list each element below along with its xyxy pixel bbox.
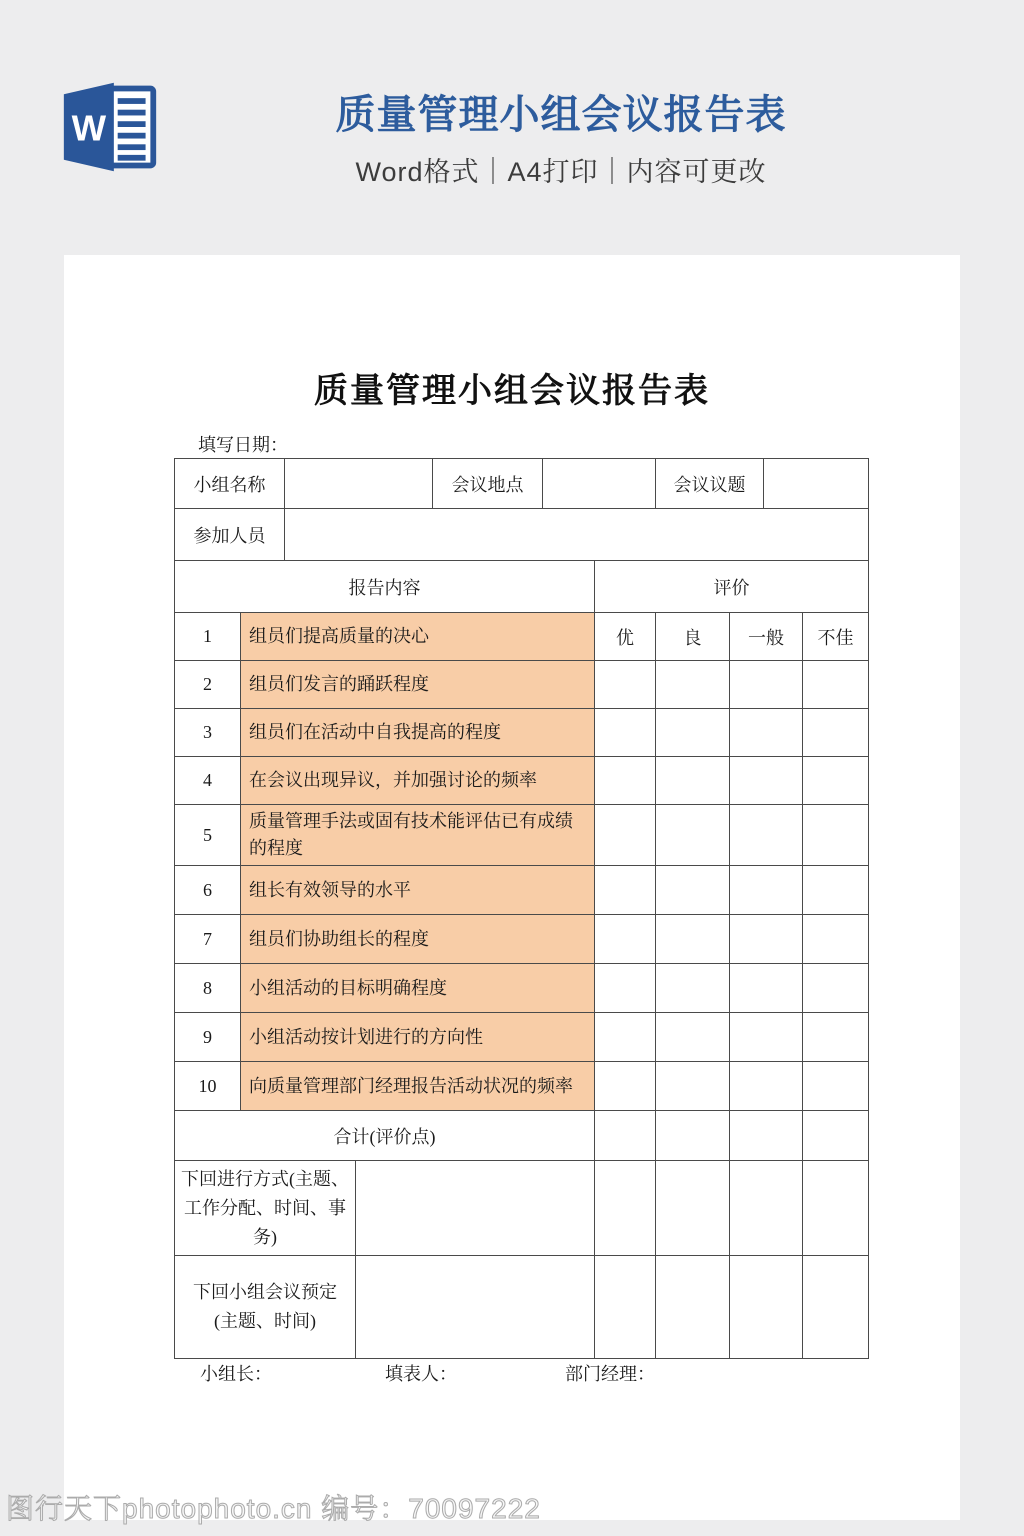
rating-cell[interactable] xyxy=(656,866,730,915)
group-name-label: 小组名称 xyxy=(175,459,285,509)
rating-cell[interactable] xyxy=(803,709,869,757)
next-meeting-label xyxy=(175,1256,356,1359)
next-method-line: 工作分配、时间、事 xyxy=(184,1197,346,1218)
item-number: 7 xyxy=(175,915,241,964)
rating-cell[interactable] xyxy=(595,1111,656,1161)
rating-cell[interactable] xyxy=(803,964,869,1013)
next-meeting-line: (主题、时间) xyxy=(214,1311,316,1331)
total-row xyxy=(175,1111,869,1161)
site-watermark: 图行天下photophoto.cn 编号：70097222 xyxy=(6,1493,541,1524)
item-number: 10 xyxy=(175,1062,241,1111)
group-leader-signature-label: 小组长： xyxy=(200,1364,272,1384)
rating-cell[interactable] xyxy=(730,661,803,709)
template-banner xyxy=(0,0,1024,255)
next-method-row xyxy=(175,1161,869,1256)
rating-cell[interactable] xyxy=(803,661,869,709)
rating-cell[interactable] xyxy=(595,1013,656,1062)
rating-cell[interactable] xyxy=(730,1161,803,1256)
next-method-label xyxy=(175,1161,356,1256)
rating-cell[interactable] xyxy=(803,757,869,805)
rating-cell[interactable] xyxy=(730,757,803,805)
banner-subtitle: Word格式｜A4打印｜内容可更改 xyxy=(355,157,767,187)
rating-cell[interactable] xyxy=(730,866,803,915)
participants-label: 参加人员 xyxy=(175,509,285,561)
rating-label-good: 良 xyxy=(656,613,730,661)
next-meeting-row xyxy=(175,1256,869,1359)
rating-cell[interactable] xyxy=(730,709,803,757)
rating-cell[interactable] xyxy=(595,1062,656,1111)
banner-title: 质量管理小组会议报告表 xyxy=(335,93,787,137)
signature-row xyxy=(64,1360,960,1390)
rating-cell[interactable] xyxy=(730,1111,803,1161)
item-number: 1 xyxy=(175,613,241,661)
document-page xyxy=(64,255,960,1520)
total-label: 合计(评价点) xyxy=(175,1111,595,1161)
participants-input[interactable] xyxy=(285,509,869,561)
item-number: 9 xyxy=(175,1013,241,1062)
rating-cell[interactable] xyxy=(656,915,730,964)
item-row xyxy=(175,1062,869,1111)
rating-label-poor: 不佳 xyxy=(803,613,869,661)
rating-cell[interactable] xyxy=(656,757,730,805)
group-name-input[interactable] xyxy=(285,459,433,509)
item-row xyxy=(175,866,869,915)
rating-cell[interactable] xyxy=(803,866,869,915)
item-number: 3 xyxy=(175,709,241,757)
word-icon-letter: W xyxy=(71,107,107,149)
item-text: 组员们协助组长的程度 xyxy=(241,915,595,964)
meeting-topic-input[interactable] xyxy=(764,459,869,509)
rating-cell[interactable] xyxy=(656,1111,730,1161)
rating-cell[interactable] xyxy=(803,915,869,964)
item-text: 组员们提高质量的决心 xyxy=(241,613,595,661)
participants-row xyxy=(175,509,869,561)
rating-cell[interactable] xyxy=(730,915,803,964)
form-filler-signature-label: 填表人： xyxy=(385,1364,457,1384)
item-text: 质量管理手法或固有技术能评估已有成绩的程度 xyxy=(241,805,595,866)
rating-cell[interactable] xyxy=(803,1062,869,1111)
report-content-header: 报告内容 xyxy=(175,561,595,613)
rating-cell[interactable] xyxy=(803,1013,869,1062)
item-number: 5 xyxy=(175,805,241,866)
rating-cell[interactable] xyxy=(730,1256,803,1359)
item-text: 在会议出现异议，并加强讨论的频率 xyxy=(241,757,595,805)
rating-label-excellent: 优 xyxy=(595,613,656,661)
item-number: 8 xyxy=(175,964,241,1013)
item-row xyxy=(175,613,869,661)
item-text: 组员们在活动中自我提高的程度 xyxy=(241,709,595,757)
item-row xyxy=(175,757,869,805)
report-table xyxy=(174,458,869,1359)
rating-cell[interactable] xyxy=(595,964,656,1013)
item-number: 2 xyxy=(175,661,241,709)
rating-cell[interactable] xyxy=(595,915,656,964)
fill-date-label: 填写日期： xyxy=(198,435,288,455)
evaluation-header: 评价 xyxy=(595,561,869,613)
rating-cell[interactable] xyxy=(656,1062,730,1111)
item-number: 6 xyxy=(175,866,241,915)
rating-cell[interactable] xyxy=(595,1161,656,1256)
rating-cell[interactable] xyxy=(803,1161,869,1256)
item-text: 小组活动的目标明确程度 xyxy=(241,964,595,1013)
item-text: 向质量管理部门经理报告活动状况的频率 xyxy=(241,1062,595,1111)
rating-cell[interactable] xyxy=(595,709,656,757)
rating-cell[interactable] xyxy=(656,661,730,709)
rating-cell[interactable] xyxy=(656,805,730,866)
info-row xyxy=(175,459,869,509)
document-title: 质量管理小组会议报告表 xyxy=(314,373,710,410)
rating-cell[interactable] xyxy=(656,709,730,757)
rating-cell[interactable] xyxy=(595,757,656,805)
rating-cell[interactable] xyxy=(595,1256,656,1359)
rating-cell[interactable] xyxy=(656,964,730,1013)
meeting-topic-label: 会议议题 xyxy=(656,459,764,509)
rating-cell[interactable] xyxy=(595,805,656,866)
next-method-input[interactable] xyxy=(356,1161,595,1256)
meeting-place-input[interactable] xyxy=(543,459,656,509)
rating-cell[interactable] xyxy=(656,1161,730,1256)
rating-cell[interactable] xyxy=(730,1013,803,1062)
rating-cell[interactable] xyxy=(803,1256,869,1359)
section-header-row xyxy=(175,561,869,613)
item-text: 小组活动按计划进行的方向性 xyxy=(241,1013,595,1062)
item-row xyxy=(175,1013,869,1062)
next-method-line: 务) xyxy=(253,1226,277,1247)
rating-cell[interactable] xyxy=(595,661,656,709)
rating-cell[interactable] xyxy=(656,1013,730,1062)
item-row xyxy=(175,915,869,964)
next-method-line: 下回进行方式(主题、 xyxy=(181,1168,349,1189)
rating-cell[interactable] xyxy=(803,1111,869,1161)
item-number: 4 xyxy=(175,757,241,805)
item-row xyxy=(175,709,869,757)
item-row xyxy=(175,661,869,709)
item-row xyxy=(175,805,869,866)
item-text: 组员们发言的踊跃程度 xyxy=(241,661,595,709)
item-text: 组长有效领导的水平 xyxy=(241,866,595,915)
department-manager-signature-label: 部门经理： xyxy=(565,1364,655,1384)
rating-cell[interactable] xyxy=(730,964,803,1013)
next-meeting-input[interactable] xyxy=(356,1256,595,1359)
rating-cell[interactable] xyxy=(730,1062,803,1111)
rating-cell[interactable] xyxy=(803,805,869,866)
rating-cell[interactable] xyxy=(595,866,656,915)
meeting-place-label: 会议地点 xyxy=(433,459,543,509)
next-meeting-line: 下回小组会议预定 xyxy=(193,1282,337,1302)
rating-cell[interactable] xyxy=(656,1256,730,1359)
rating-label-average: 一般 xyxy=(730,613,803,661)
item-row xyxy=(175,964,869,1013)
rating-cell[interactable] xyxy=(730,805,803,866)
